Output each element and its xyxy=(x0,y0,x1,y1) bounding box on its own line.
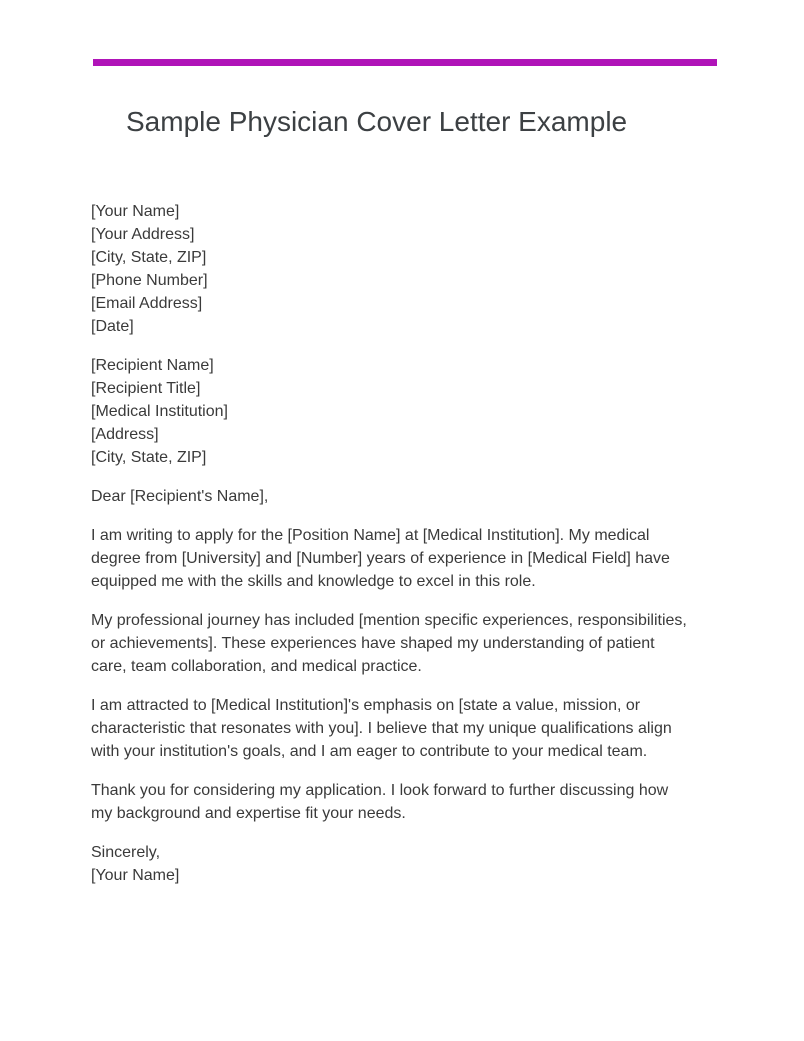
recipient-address-block xyxy=(91,354,691,469)
body-paragraph-thanks: Thank you for considering my application. I look forward to further discussing how my background and expertise fit your needs. xyxy=(91,782,669,822)
salutation: Dear [Recipient's Name], xyxy=(91,488,269,505)
page-title: Sample Physician Cover Letter Example xyxy=(126,106,628,137)
recipient-address: [Address] xyxy=(91,426,159,443)
recipient-title: [Recipient Title] xyxy=(91,380,201,397)
sender-phone: [Phone Number] xyxy=(91,272,208,289)
recipient-city-state-zip: [City, State, ZIP] xyxy=(91,449,207,466)
sender-address: [Your Address] xyxy=(91,226,195,243)
letter-body xyxy=(91,200,691,903)
recipient-institution: [Medical Institution] xyxy=(91,403,228,420)
sender-email: [Email Address] xyxy=(91,295,203,312)
sender-address-block xyxy=(91,200,691,338)
signature-block xyxy=(91,841,691,887)
closing: Sincerely, xyxy=(91,844,161,861)
body-paragraph-experience: My professional journey has included [mention specific experiences, responsibilities, or achievements]. These experiences have shaped my understanding of patient care, team collaboration, and medical practice. xyxy=(91,612,687,675)
recipient-name: [Recipient Name] xyxy=(91,357,214,374)
signature-name: [Your Name] xyxy=(91,867,180,884)
letter-date: [Date] xyxy=(91,318,134,335)
accent-bar xyxy=(93,59,717,66)
sender-city-state-zip: [City, State, ZIP] xyxy=(91,249,207,266)
body-paragraph-motivation: I am attracted to [Medical Institution]'s emphasis on [state a value, mission, or characteristic that resonates with you]. I believe that my unique qualifications align with your institution's goals, and I am eager to contribute to your medical team. xyxy=(91,697,672,760)
body-paragraph-intro: I am writing to apply for the [Position Name] at [Medical Institution]. My medical degree from [University] and [Number] years of experience in [Medical Field] have equipped me with the skills and knowledge to excel in this role. xyxy=(91,527,670,590)
sender-name: [Your Name] xyxy=(91,203,180,220)
